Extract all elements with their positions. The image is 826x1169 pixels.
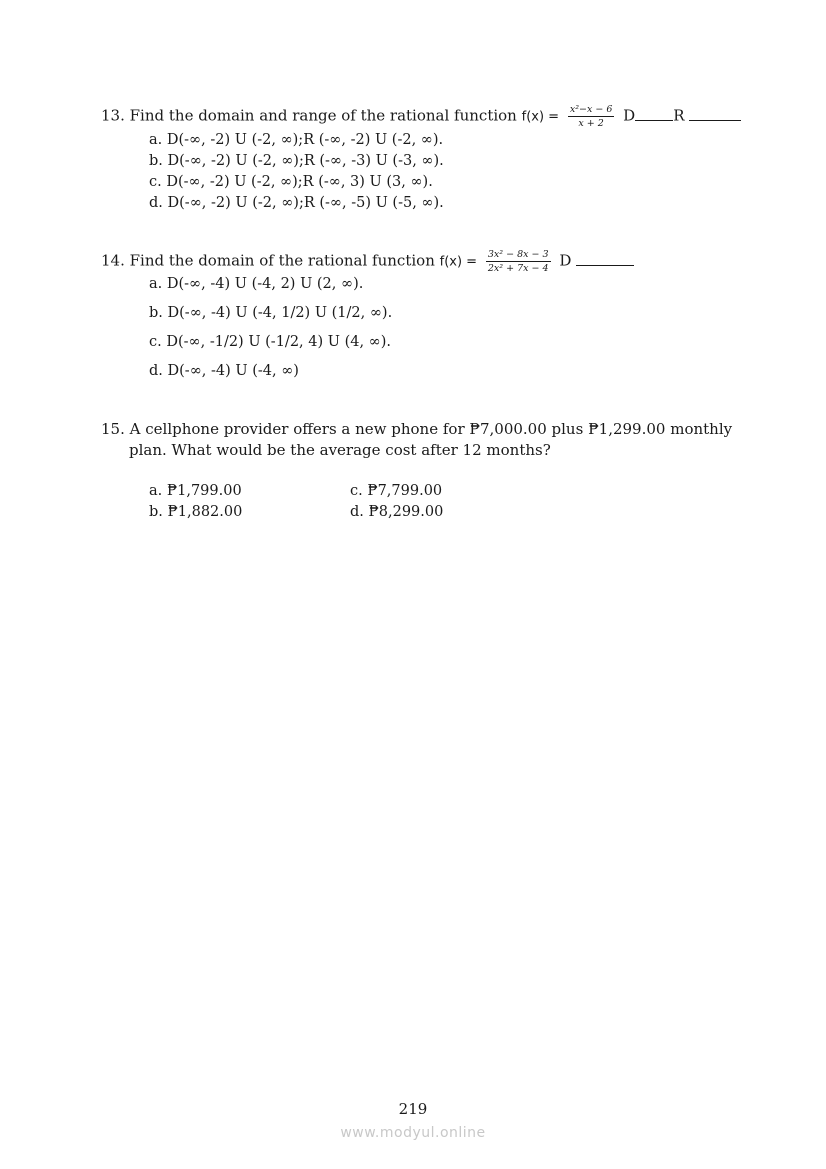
- question-number: 13.: [101, 106, 125, 125]
- fraction-denominator: x + 2: [578, 118, 604, 129]
- page-number: 219: [398, 1100, 428, 1118]
- question-number: 14.: [101, 251, 125, 270]
- question-text-line1: A cellphone provider offers a new phone for ₱7,000.00 plus ₱1,299.00 monthly: [129, 420, 733, 438]
- option-letter: a.: [149, 132, 163, 148]
- option-14a[interactable]: [149, 274, 363, 294]
- option-15a[interactable]: [149, 481, 242, 501]
- question-15: [101, 419, 732, 439]
- option-13c[interactable]: [149, 172, 433, 192]
- option-text: D(-∞, -2) U (-2, ∞);R (-∞, 3) U (3, ∞).: [166, 174, 433, 190]
- option-15c[interactable]: [350, 481, 442, 501]
- fraction-numerator: 3x² − 8x − 3: [487, 249, 549, 260]
- option-text: ₱1,882.00: [167, 504, 243, 520]
- option-14d[interactable]: [149, 361, 299, 381]
- option-letter: d.: [149, 363, 163, 379]
- option-letter: a.: [149, 276, 163, 292]
- range-label: R: [673, 106, 685, 125]
- fraction-denominator: 2x² + 7x − 4: [487, 263, 549, 274]
- option-15d[interactable]: [350, 502, 443, 522]
- option-letter: b.: [149, 504, 163, 520]
- option-text: ₱1,799.00: [166, 483, 242, 499]
- option-text: D(-∞, -4) U (-4, 2) U (2, ∞).: [166, 276, 364, 292]
- option-text: D(-∞, -4) U (-4, 1/2) U (1/2, ∞).: [167, 305, 393, 321]
- option-text: D(-∞, -2) U (-2, ∞);R (-∞, -3) U (-3, ∞).: [167, 153, 444, 169]
- option-14b[interactable]: [149, 303, 392, 323]
- function-fraction: [568, 104, 615, 129]
- question-text-line2: plan. What would be the average cost after 12 months?: [129, 441, 551, 459]
- question-text: Find the domain of the rational function: [129, 251, 435, 270]
- function-label: f(x) =: [521, 109, 560, 125]
- option-13a[interactable]: [149, 130, 443, 150]
- question-text: Find the domain and range of the rational function: [129, 106, 517, 125]
- option-text: D(-∞, -2) U (-2, ∞);R (-∞, -5) U (-5, ∞).: [167, 195, 444, 211]
- question-13: [101, 104, 741, 129]
- question-14: [101, 249, 634, 274]
- fraction-numerator: x²−x − 6: [569, 104, 613, 115]
- range-answer-blank[interactable]: [689, 108, 741, 121]
- domain-answer-blank[interactable]: [635, 108, 673, 121]
- option-letter: a.: [149, 483, 163, 499]
- option-letter: d.: [149, 195, 163, 211]
- option-15b[interactable]: [149, 502, 242, 522]
- option-text: ₱8,299.00: [368, 504, 444, 520]
- domain-label: D: [623, 106, 636, 125]
- question-number: 15.: [101, 420, 125, 438]
- option-letter: c.: [149, 334, 162, 350]
- function-label: f(x) =: [439, 254, 478, 270]
- option-13d[interactable]: [149, 193, 444, 213]
- option-letter: b.: [149, 153, 163, 169]
- option-letter: c.: [350, 483, 363, 499]
- option-letter: c.: [149, 174, 162, 190]
- domain-label: D: [559, 251, 572, 270]
- option-letter: b.: [149, 305, 163, 321]
- watermark: www.modyul.online: [340, 1125, 486, 1141]
- option-text: ₱7,799.00: [367, 483, 443, 499]
- option-text: D(-∞, -2) U (-2, ∞);R (-∞, -2) U (-2, ∞).: [166, 132, 444, 148]
- question-15-line2: [129, 440, 551, 460]
- option-text: D(-∞, -4) U (-4, ∞): [167, 363, 299, 379]
- domain-answer-blank[interactable]: [576, 253, 634, 266]
- option-letter: d.: [350, 504, 364, 520]
- option-text: D(-∞, -1/2) U (-1/2, 4) U (4, ∞).: [166, 334, 392, 350]
- option-14c[interactable]: [149, 332, 391, 352]
- option-13b[interactable]: [149, 151, 444, 171]
- function-fraction: [486, 249, 551, 274]
